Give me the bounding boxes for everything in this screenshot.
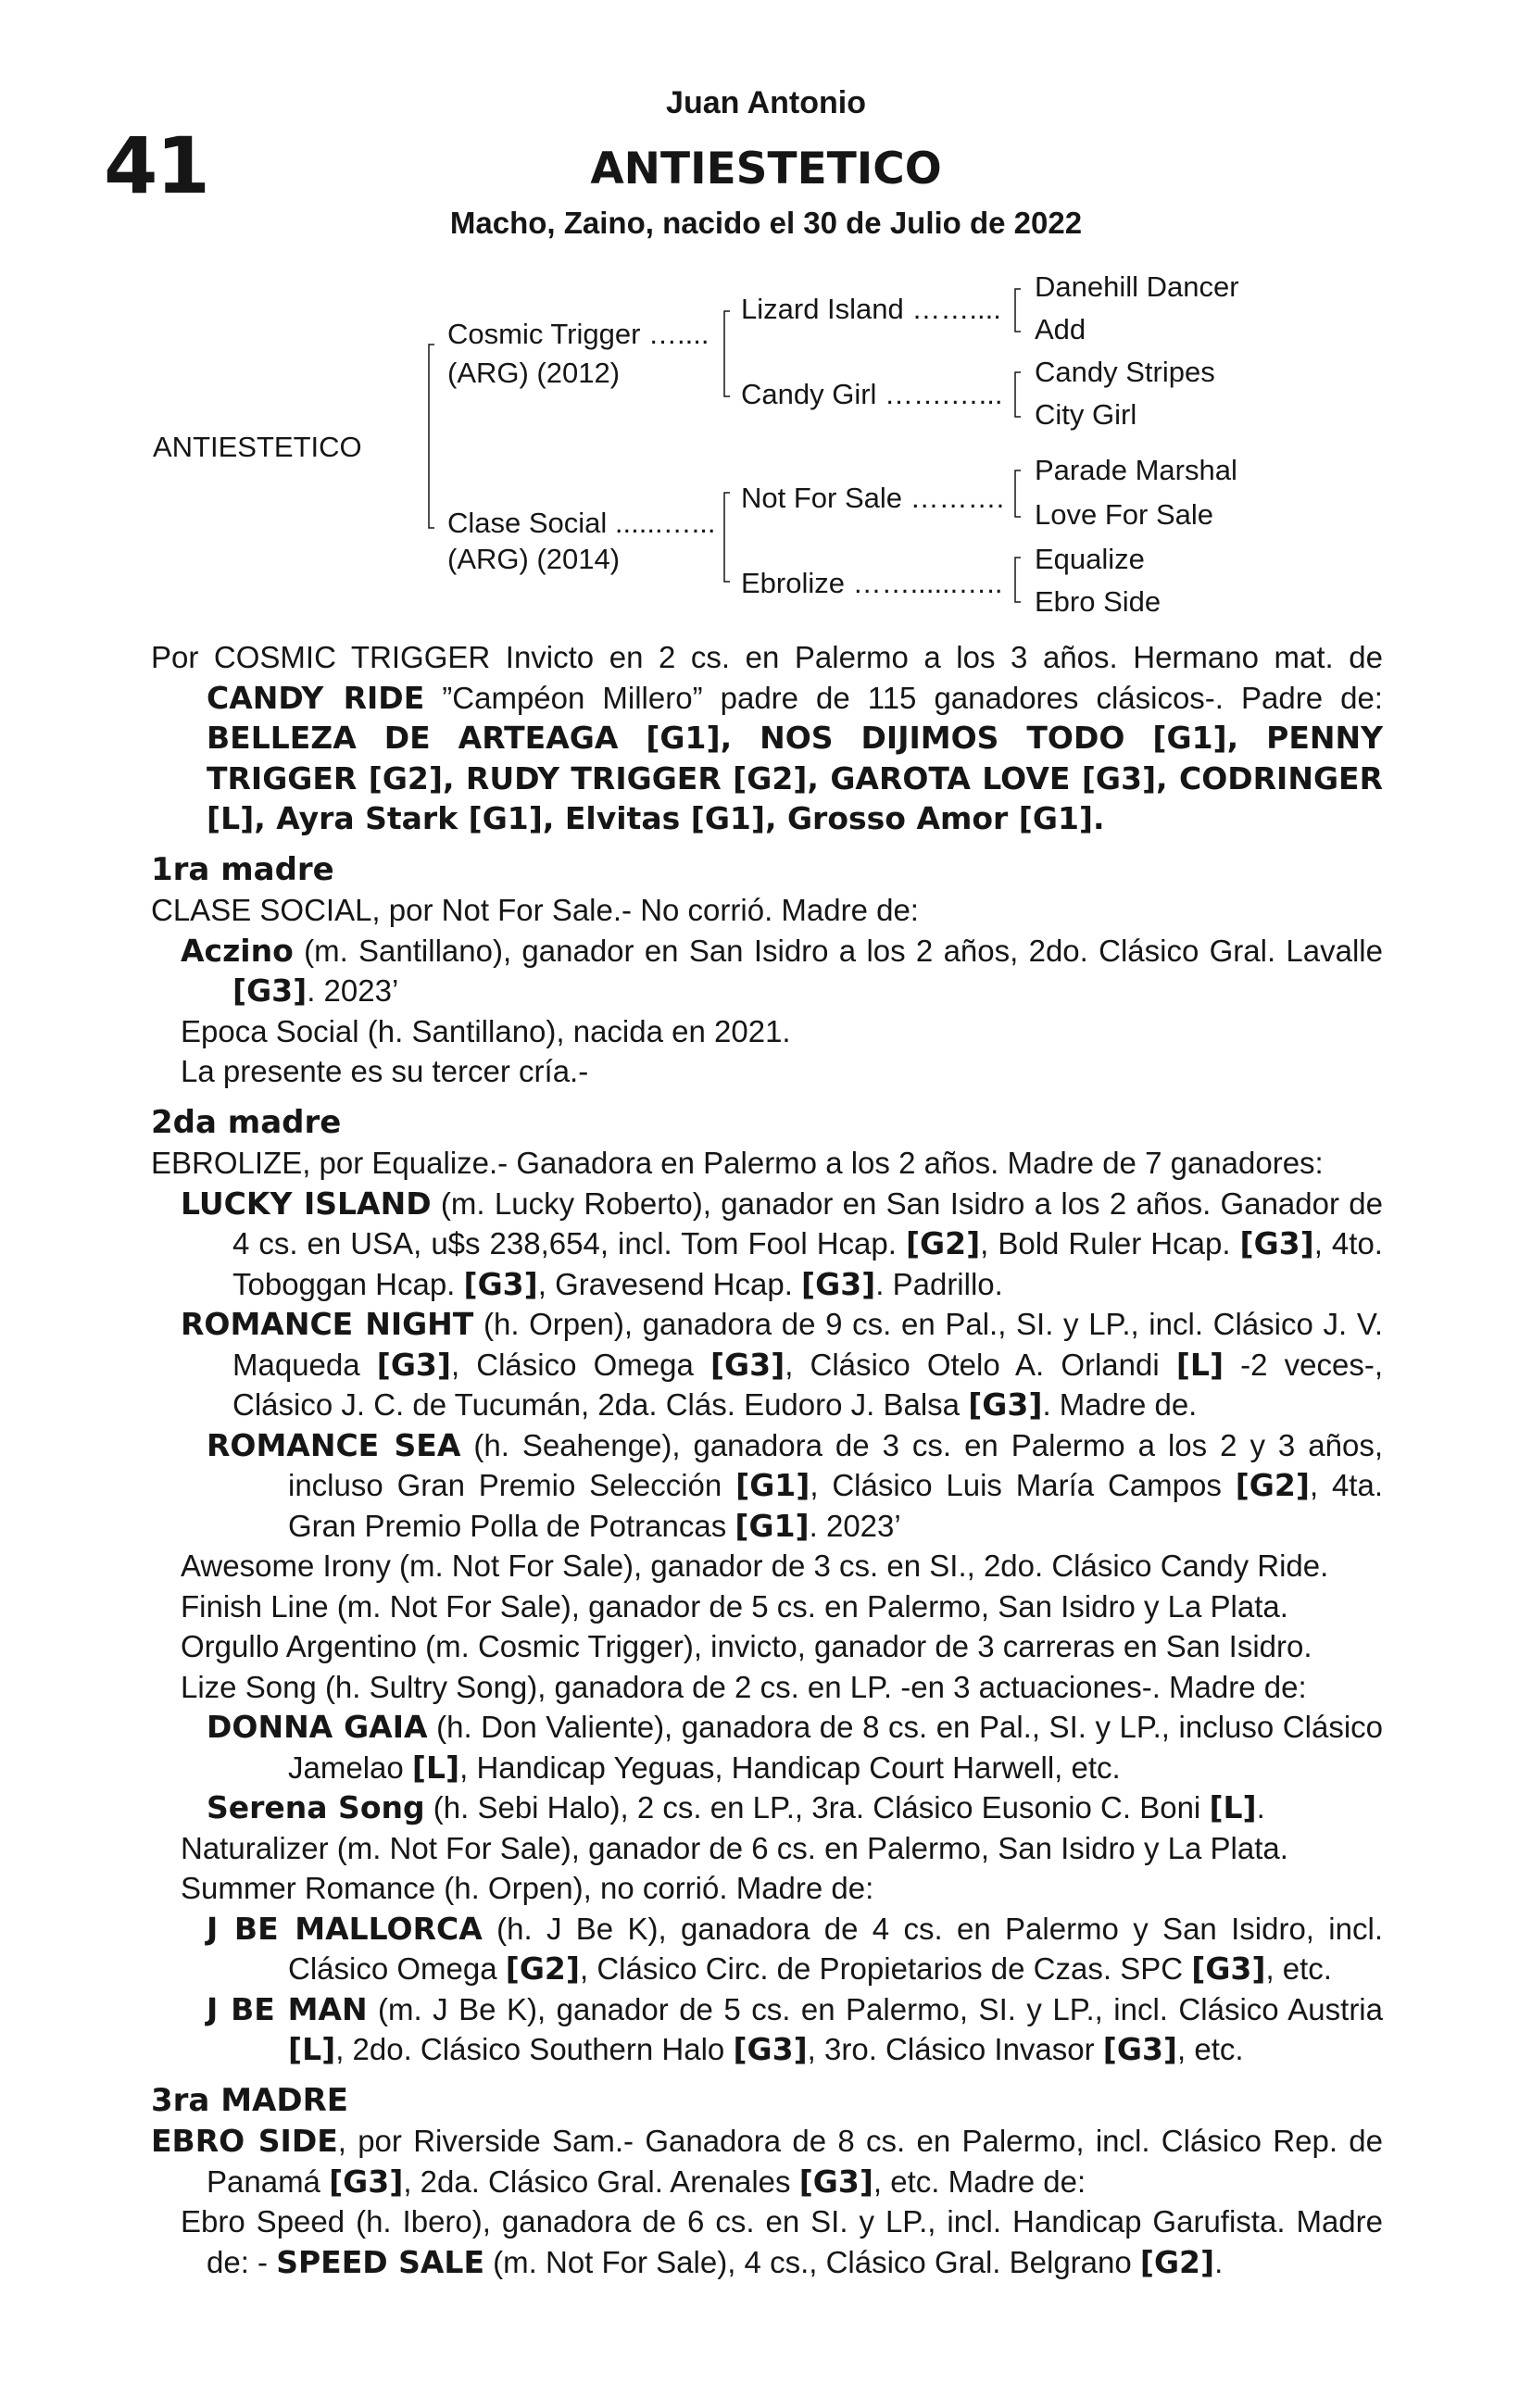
produce-entry: Epoca Social (h. Santillano), nacida en 2021. — [181, 1013, 791, 1048]
sire-paragraph: Por COSMIC TRIGGER Invicto en 2 cs. en Palermo a los 3 años. Hermano mat. de CANDY RIDE ”Campéon Millero” padre de 115 ganadores clásicos-. Padre de: BELLEZA DE ARTEAGA [G1], NOS DIJIMOS TODO [G1], PENNY TRIGGER [G2], RUDY TRIGGER [G2], GAROTA LOVE [G3], CODRINGER [L], Ayra Stark [G1], Elvitas [G1], Grosso Amor [G1]. — [151, 640, 1383, 836]
produce-entry: Aczino (m. Santillano), ganador en San Isidro a los 2 años, 2do. Clásico Gral. Lavalle [G3]. 2023’ — [181, 932, 1383, 1009]
pedigree-subject: ANTIESTETICO — [153, 431, 362, 463]
lot-number: 41 — [104, 120, 208, 211]
catalog-text — [151, 637, 1383, 2282]
dam-intro: EBROLIZE, por Equalize.- Ganadora en Palermo a los 2 años. Madre de 7 ganadores: — [151, 1146, 1324, 1180]
pedigree-gen3: Danehill Dancer — [1035, 270, 1239, 303]
produce-entry: Lize Song (h. Sultry Song), ganadora de 2 cs. en LP. -en 3 actuaciones-. Madre de: — [181, 1669, 1307, 1704]
pedigree-dam-sire: Not For Sale ………. — [741, 482, 1005, 514]
sire-progeny: BELLEZA DE ARTEAGA [G1], NOS DIJIMOS TODO [G1], PENNY TRIGGER [G2], RUDY TRIGGER [G2], GAROTA LOVE [G3], CODRINGER [L], Ayra Stark [G1], Elvitas [G1], Grosso Amor [G1]. — [207, 720, 1383, 836]
pedigree-dam-detail: (ARG) (2014) — [447, 543, 621, 575]
section-heading: 1ra madre — [151, 850, 334, 888]
horse-name: ANTIESTETICO — [590, 144, 942, 194]
dam-intro: EBRO SIDE, por Riverside Sam.- Ganadora de 8 cs. en Palermo, incl. Clásico Rep. de Panamá [G3], 2da. Clásico Gral. Arenales [G3], etc. Madre de: — [151, 2123, 1383, 2200]
produce-entry: ROMANCE NIGHT (h. Orpen), ganadora de 9 cs. en Pal., SI. y LP., incl. Clásico J. V. Maqueda [G3], Clásico Omega [G3], Clásico Otelo A. Orlandi [L] -2 veces-, Clásico J. C. de Tucumán, 2da. Clás. Eudoro J. Balsa [G3]. Madre de. — [181, 1306, 1384, 1423]
produce-entry: J BE MALLORCA (h. J Be K), ganadora de 4 cs. en Palermo y San Isidro, incl. Clásico Omega [G2], Clásico Circ. de Propietarios de Czas. SPC [G3], etc. — [207, 1910, 1383, 1987]
section-heading: 3ra MADRE — [151, 2081, 348, 2119]
pedigree-gen3: Parade Marshal — [1035, 454, 1237, 486]
produce-entry: ROMANCE SEA (h. Seahenge), ganadora de 3 cs. en Palermo a los 2 y 3 años, incluso Gran Premio Selección [G1], Clásico Luis María Campos [G2], 4ta. Gran Premio Polla de Potrancas [G1]. 2023’ — [207, 1426, 1383, 1544]
pedigree-gen3: Equalize — [1035, 543, 1145, 575]
pedigree-sire-sire: Lizard Island …….... — [741, 293, 1001, 325]
produce-entry: Naturalizer (m. Not For Sale), ganador de 6 cs. en Palermo, San Isidro y La Plata. — [181, 1830, 1288, 1865]
pedigree-dam-dam: Ebrolize ……......….. — [741, 567, 1003, 599]
produce-entry: DONNA GAIA (h. Don Valiente), ganadora de 8 cs. en Pal., SI. y LP., incluso Clásico Jamelao [L], Handicap Yeguas, Handicap Court Harwell, etc. — [207, 1709, 1383, 1786]
pedigree-dam: Clase Social ......…... — [447, 507, 716, 539]
horse-description: Macho, Zaino, nacido el 30 de Julio de 2022 — [449, 206, 1083, 240]
produce-entry: Ebro Speed (h. Ibero), ganadora de 6 cs. en SI. y LP., incl. Handicap Garufista. Madre de: - SPEED SALE (m. Not For Sale), 4 cs., Clásico Gral. Belgrano [G2]. — [181, 2204, 1383, 2280]
produce-entry: Serena Song (h. Sebi Halo), 2 cs. en LP., 3ra. Clásico Eusonio C. Boni [L]. — [207, 1789, 1265, 1825]
pedigree-sire: Cosmic Trigger ….... — [447, 318, 709, 350]
sire-bold-name: CANDY RIDE — [207, 679, 425, 716]
produce-entry: Summer Romance (h. Orpen), no corrió. Madre de: — [181, 1871, 874, 1905]
pedigree-sire-detail: (ARG) (2012) — [447, 357, 621, 389]
pedigree-gen3: Love For Sale — [1035, 498, 1213, 531]
pedigree-sire-dam: Candy Girl …….…... — [741, 378, 1003, 410]
dam-intro: CLASE SOCIAL, por Not For Sale.- No corrió. Madre de: — [151, 893, 919, 927]
produce-note: La presente es su tercer cría.- — [181, 1054, 589, 1088]
pedigree-gen3: City Girl — [1035, 398, 1137, 431]
section-heading: 2da madre — [151, 1103, 342, 1141]
pedigree-gen3: Add — [1035, 313, 1086, 345]
pedigree-gen3: Ebro Side — [1035, 585, 1162, 618]
produce-entry: Finish Line (m. Not For Sale), ganador de 5 cs. en Palermo, San Isidro y La Plata. — [181, 1588, 1288, 1624]
owner-name: Juan Antonio — [666, 85, 866, 120]
produce-entry: LUCKY ISLAND (m. Lucky Roberto), ganador en San Isidro a los 2 años. Ganador de 4 cs. en USA, u$s 238,654, incl. Tom Fool Hcap. [G2], Bold Ruler Hcap. [G3], 4to. Toboggan Hcap. [G3], Gravesend Hcap. [G3]. Padrillo. — [181, 1185, 1383, 1302]
produce-entry: Awesome Irony (m. Not For Sale), ganador de 3 cs. en SI., 2do. Clásico Candy Ride. — [181, 1549, 1329, 1583]
produce-entry: Orgullo Argentino (m. Cosmic Trigger), invicto, ganador de 3 carreras en San Isidro. — [181, 1629, 1312, 1663]
produce-entry: J BE MAN (m. J Be K), ganador de 5 cs. en Palermo, SI. y LP., incl. Clásico Austria [L], 2do. Clásico Southern Halo [G3], 3ro. Clásico Invasor [G3], etc. — [207, 1990, 1383, 2067]
pedigree-gen3: Candy Stripes — [1035, 356, 1215, 388]
